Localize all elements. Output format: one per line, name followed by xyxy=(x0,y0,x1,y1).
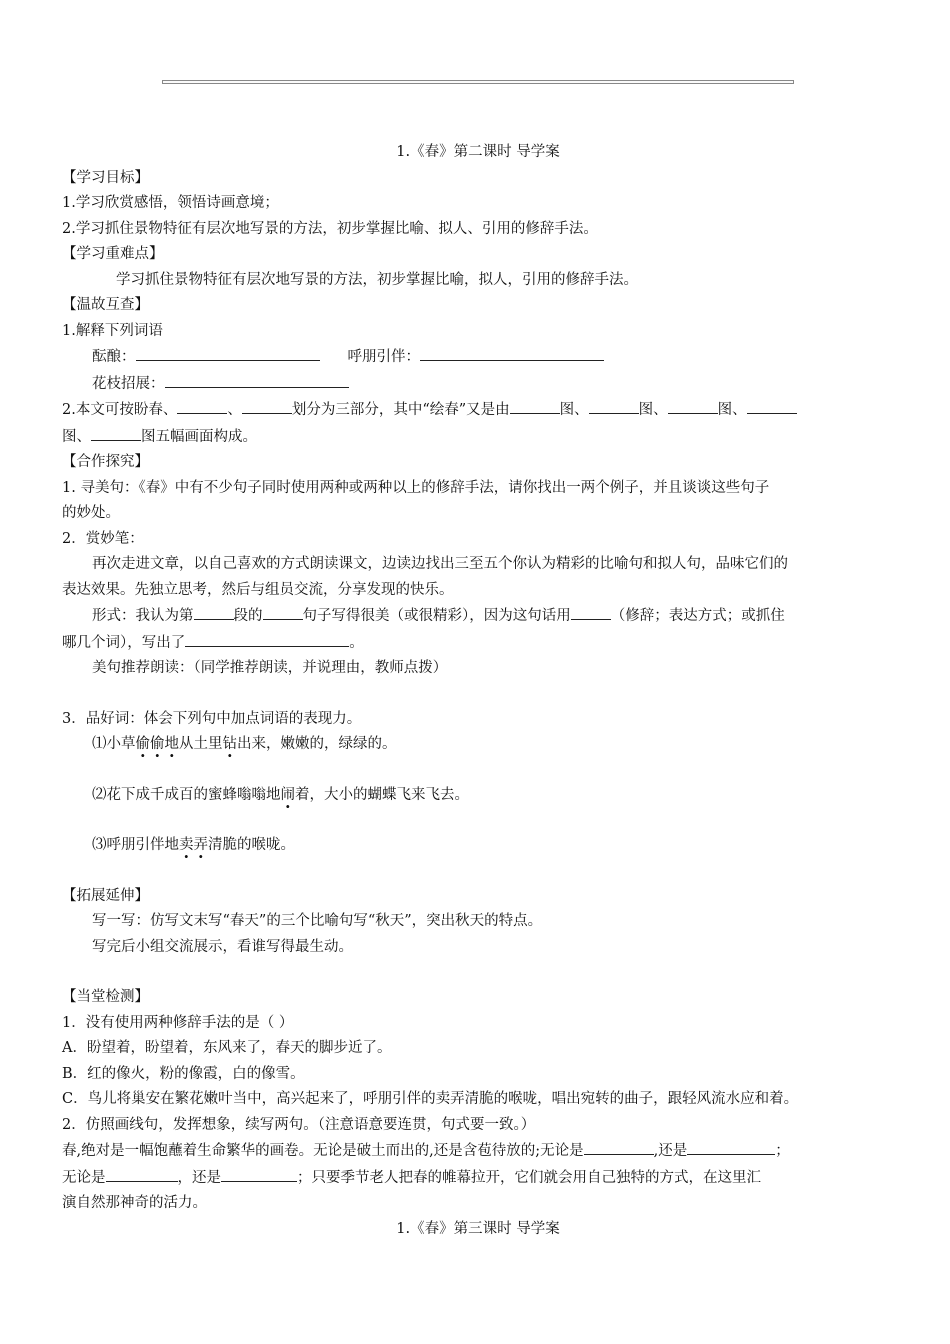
test-heading: 【当堂检测】 xyxy=(62,989,149,1005)
answer-blank[interactable] xyxy=(584,1138,654,1155)
q2-text: 图、 xyxy=(559,402,589,418)
test-q2: 2．仿照画线句，发挥想象，续写两句。（注意语意要连贯，句式要一致。） xyxy=(62,1116,536,1133)
answer-blank[interactable] xyxy=(589,397,639,414)
answer-blank[interactable] xyxy=(747,397,797,414)
form-line-cont xyxy=(62,630,894,657)
q2-text: 2.本文可按盼春、 xyxy=(62,402,178,418)
dotted-char: 地 xyxy=(164,736,179,752)
paragraph-text: 春,绝对是一幅饱蘸着生命繁华的画卷。无论是破土而出的,还是含苞待放的;无论是 xyxy=(62,1143,584,1159)
sentence-1 xyxy=(62,732,894,758)
page-title: 1.《春》第二课时 导学案 xyxy=(396,144,560,160)
sentence-3 xyxy=(62,833,894,859)
extend-line: 写一写：仿写文末写“春天”的三个比喻句写“秋天”，突出秋天的特点。 xyxy=(92,913,543,929)
answer-blank[interactable] xyxy=(668,397,718,414)
term-label: 酝酿： xyxy=(92,349,136,365)
answer-blank[interactable] xyxy=(420,344,604,361)
dotted-char: 卖 xyxy=(179,837,194,853)
q2-text: 、 xyxy=(227,402,242,418)
test-option-a: A．盼望着，盼望着，东风来了，春天的脚步近了。 xyxy=(62,1040,392,1056)
form-text: 句子写得很美（或很精彩），因为这句话用 xyxy=(302,608,571,624)
answer-blank[interactable] xyxy=(91,424,141,441)
sentence-text: 出来，嫩嫩的，绿绿的。 xyxy=(237,736,397,752)
test-option-c: C．鸟儿将巢安在繁花嫩叶当中，高兴起来了，呼朋引伴的卖弄清脆的喉咙，唱出宛转的曲子，跟轻风流水应和着。 xyxy=(62,1091,799,1107)
test-option-b: B．红的像火，粉的像霞，白的像雪。 xyxy=(62,1065,305,1082)
q2-text: 图、 xyxy=(62,428,91,445)
review-q2 xyxy=(62,397,894,424)
dotted-char: 闹 xyxy=(280,786,295,803)
sentence-text: ⑶呼朋引伴地 xyxy=(92,837,179,853)
review-heading: 【温故互查】 xyxy=(62,297,149,313)
form-text: 。 xyxy=(349,634,364,651)
goal-item: 1.学习欣赏感悟，领悟诗画意境； xyxy=(62,195,279,211)
sentence-text: 着，大小的蝴蝶飞来飞去。 xyxy=(295,786,469,803)
answer-blank[interactable] xyxy=(136,344,320,361)
dotted-char: 偷 xyxy=(150,736,165,752)
dotted-char: 偷 xyxy=(135,736,150,752)
answer-blank[interactable] xyxy=(242,397,292,414)
extend-line: 写完后小组交流展示，看谁写得最生动。 xyxy=(92,938,353,955)
q2-text: 图五幅画面构成。 xyxy=(141,428,257,445)
test-q1: 1．没有使用两种修辞手法的是（ ） xyxy=(62,1014,294,1031)
review-q2-cont xyxy=(62,424,894,451)
review-terms-row xyxy=(62,371,894,398)
explore-q1-cont: 的妙处。 xyxy=(62,505,120,521)
key-heading: 【学习重难点】 xyxy=(62,246,164,262)
explore-q2: 2．赏妙笔： xyxy=(62,530,144,547)
explore-q2-text: 再次走进文章，以自己喜欢的方式朗读课文，边读边找出三至五个你认为精彩的比喻句和拟人句，品味它们的 xyxy=(92,556,788,572)
extend-heading: 【拓展延伸】 xyxy=(62,887,149,904)
answer-blank[interactable] xyxy=(165,371,349,388)
form-text: 形式：我认为第 xyxy=(92,608,194,624)
test-paragraph xyxy=(62,1138,894,1165)
answer-blank[interactable] xyxy=(177,397,227,414)
review-terms-row xyxy=(62,344,894,371)
q2-text: 图、 xyxy=(638,402,668,418)
dotted-char: 钻 xyxy=(222,736,237,752)
form-text: 哪几个词），写出了 xyxy=(62,634,186,651)
form-text: 段的 xyxy=(233,608,263,624)
answer-blank[interactable] xyxy=(571,603,611,620)
spacer xyxy=(62,960,894,985)
term-label: 花枝招展： xyxy=(92,375,165,392)
explore-q2-text-cont: 表达效果。先独立思考，然后与组员交流，分享发现的快乐。 xyxy=(62,581,454,598)
sentence-text: 从土里 xyxy=(179,736,223,752)
form-line xyxy=(62,603,894,630)
next-title: 1.《春》第三课时 导学案 xyxy=(396,1220,560,1237)
dotted-char: 弄 xyxy=(193,837,208,853)
spacer xyxy=(62,758,894,783)
answer-blank[interactable] xyxy=(194,603,234,620)
paragraph-text: ，还是 xyxy=(177,1169,221,1186)
answer-blank[interactable] xyxy=(263,603,303,620)
answer-blank[interactable] xyxy=(185,630,349,647)
key-text: 学习抓住景物特征有层次地写景的方法，初步掌握比喻，拟人，引用的修辞手法。 xyxy=(116,271,638,288)
sentence-text: 清脆的喉咙。 xyxy=(208,837,295,853)
answer-blank[interactable] xyxy=(687,1138,775,1155)
recommend-line: 美句推荐朗读：（同学推荐朗读，并说理由，教师点拨） xyxy=(92,660,448,676)
paragraph-text: ,还是 xyxy=(653,1143,688,1159)
paragraph-text: 无论是 xyxy=(62,1169,106,1186)
sentence-2 xyxy=(62,783,894,809)
test-paragraph-cont: 演自然那神奇的活力。 xyxy=(62,1195,207,1211)
q2-text: 图、 xyxy=(717,402,747,418)
spacer xyxy=(62,682,894,707)
test-paragraph-cont xyxy=(62,1165,894,1192)
paragraph-text: ； xyxy=(775,1143,790,1159)
sentence-text: ⑵花下成千成百的蜜蜂嗡嗡地 xyxy=(92,786,281,803)
header-rule xyxy=(162,80,794,84)
form-text: （修辞；表达方式；或抓住 xyxy=(610,608,785,624)
goals-heading: 【学习目标】 xyxy=(62,169,149,186)
spacer xyxy=(62,808,894,833)
term-label: 呼朋引伴： xyxy=(347,349,420,365)
document-content xyxy=(62,140,894,1242)
explore-heading: 【合作探究】 xyxy=(62,454,149,470)
explore-q1: 1. 寻美句：《春》中有不少句子同时使用两种或两种以上的修辞手法，请你找出一两个例子，并且谈谈这些句子 xyxy=(62,479,770,496)
answer-blank[interactable] xyxy=(106,1165,178,1182)
answer-blank[interactable] xyxy=(510,397,560,414)
goal-item: 2.学习抓住景物特征有层次地写景的方法，初步掌握比喻、拟人、引用的修辞手法。 xyxy=(62,220,598,237)
q2-text: 划分为三部分，其中“绘春”又是由 xyxy=(291,402,510,418)
review-q1: 1.解释下列词语 xyxy=(62,322,163,339)
sentence-text: ⑴小草 xyxy=(92,736,136,752)
answer-blank[interactable] xyxy=(221,1165,297,1182)
paragraph-text: ；只要季节老人把春的帷幕拉开，它们就会用自己独特的方式，在这里汇 xyxy=(297,1169,761,1186)
explore-q3: 3．品好词：体会下列句中加点词语的表现力。 xyxy=(62,710,362,727)
